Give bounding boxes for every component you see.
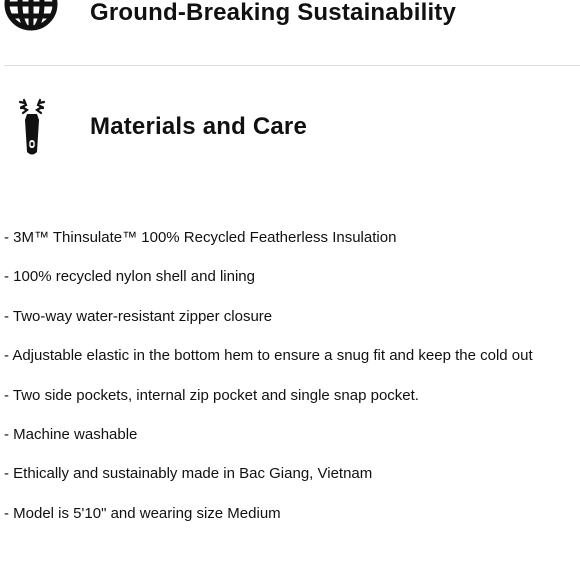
list-item: - Machine washable: [4, 425, 138, 443]
list-item: - Model is 5'10" and wearing size Medium: [4, 504, 281, 522]
features-list: [4, 225, 533, 540]
list-item: - 100% recycled nylon shell and lining: [4, 268, 255, 286]
sustainability-section-header[interactable]: [0, 0, 580, 40]
list-item: - Ethically and sustainably made in Bac Giang, Vietnam: [4, 465, 373, 483]
globe-icon: [4, 0, 60, 40]
materials-title: Materials and Care: [90, 113, 308, 140]
materials-section-header[interactable]: [0, 96, 580, 158]
section-divider: [4, 65, 580, 66]
list-item: - Two side pockets, internal zip pocket and single snap pocket.: [4, 386, 419, 404]
list-item: - 3M™ Thinsulate™ 100% Recycled Featherless Insulation: [4, 229, 397, 246]
zipper-icon: [4, 96, 60, 158]
list-item: - Two-way water-resistant zipper closure: [4, 307, 273, 325]
list-item: - Adjustable elastic in the bottom hem to ensure a snug fit and keep the cold out: [4, 347, 533, 365]
sustainability-title: Ground-Breaking Sustainability: [90, 0, 457, 26]
